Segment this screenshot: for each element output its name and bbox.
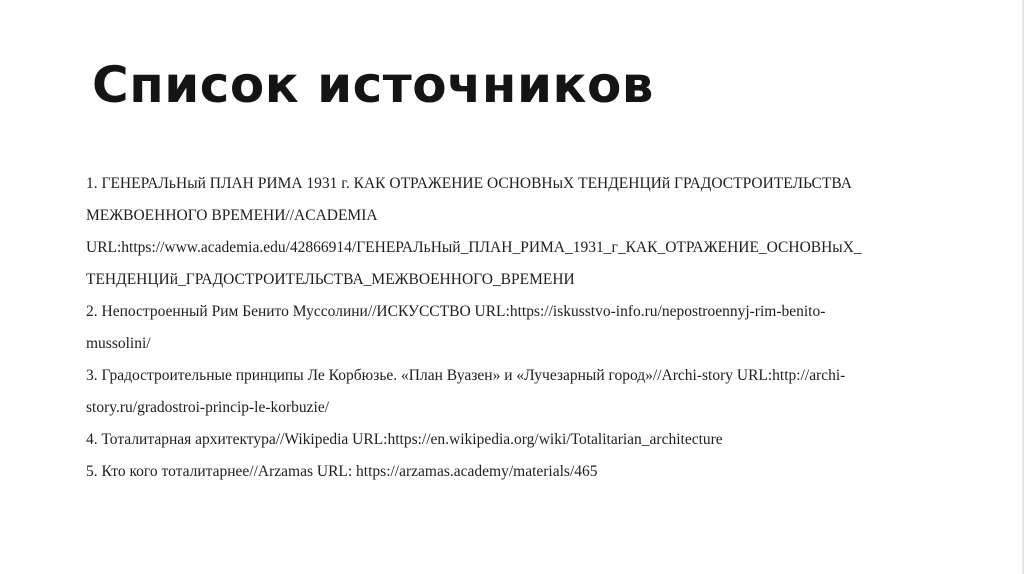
source-item [86, 456, 956, 488]
slide-title: Список источников [92, 56, 654, 114]
source-line: story.ru/gradostroi-princip-le-korbuzie/ [86, 399, 330, 416]
source-line: 4. Тоталитарная архитектура//Wikipedia URL:https://en.wikipedia.org/wiki/Totalitarian_architecture [86, 431, 723, 448]
source-line: 1. ГЕНЕРАЛьНый ПЛАН РИМА 1931 г. КАК ОТРАЖЕНИЕ ОСНОВНыХ ТЕНДЕНЦИй ГРАДОСТРОИТЕЛЬСТВА [86, 175, 852, 192]
source-line: URL:https://www.academia.edu/42866914/ГЕНЕРАЛьНый_ПЛАН_РИМА_1931_г_КАК_ОТРАЖЕНИЕ_ОСНОВНыХ_ [86, 239, 862, 256]
source-item [86, 360, 956, 424]
source-item [86, 296, 956, 360]
source-item [86, 168, 956, 296]
source-line: mussolini/ [86, 335, 151, 352]
source-item [86, 424, 956, 456]
source-line: 5. Кто кого тоталитарнее//Arzamas URL: https://arzamas.academy/materials/465 [86, 463, 598, 480]
source-line: МЕЖВОЕННОГО ВРЕМЕНИ//ACADEMIA [86, 207, 378, 224]
source-line: 2. Непостроенный Рим Бенито Муссолини//ИСКУССТВО URL:https://iskusstvo-info.ru/nepostroennyj-rim-benito- [86, 303, 826, 320]
source-line: 3. Градостроительные принципы Ле Корбюзье. «План Вуазен» и «Лучезарный город»//Archi-story URL:http://archi- [86, 367, 846, 384]
source-line: ТЕНДЕНЦИй_ГРАДОСТРОИТЕЛЬСТВА_МЕЖВОЕННОГО_ВРЕМЕНИ [86, 271, 575, 288]
source-list [86, 168, 956, 488]
